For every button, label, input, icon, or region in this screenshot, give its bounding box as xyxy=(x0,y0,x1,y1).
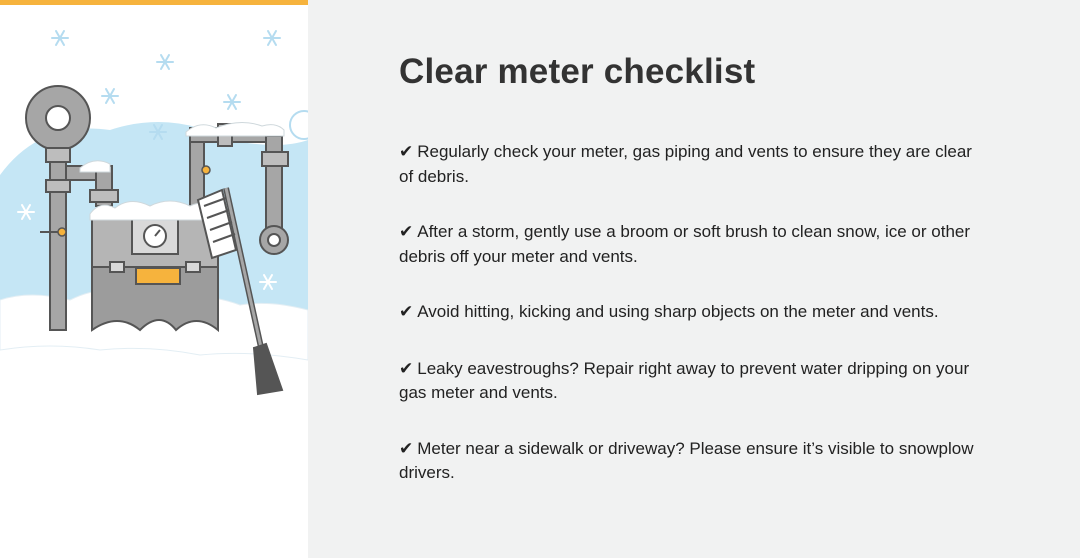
valve-handle-icon xyxy=(202,166,210,174)
illustration-panel xyxy=(0,0,308,558)
gas-meter-snow-illustration xyxy=(0,0,308,558)
checkmark-icon: ✔ xyxy=(399,302,414,322)
checklist-item xyxy=(399,140,989,188)
checkmark-icon: ✔ xyxy=(399,142,414,162)
checklist-item-text: Regularly check your meter, gas piping and vents to ensure they are clear of debris. xyxy=(399,142,972,186)
gas-meter-icon xyxy=(92,215,218,330)
checkmark-icon: ✔ xyxy=(399,222,414,242)
valve-handle-icon xyxy=(58,228,66,236)
checklist-item xyxy=(399,437,989,485)
checklist xyxy=(399,140,989,517)
checklist-item-text: Leaky eavestroughs? Repair right away to prevent water dripping on your gas meter and vents. xyxy=(399,358,970,402)
checklist-item xyxy=(399,357,989,405)
checklist-item xyxy=(399,300,989,325)
checklist-item-text: Avoid hitting, kicking and using sharp objects on the meter and vents. xyxy=(417,302,939,321)
checklist-item-text: After a storm, gently use a broom or soft brush to clean snow, ice or other debris off your meter and vents. xyxy=(399,222,971,266)
checklist-item xyxy=(399,220,989,268)
checklist-panel xyxy=(308,0,1080,558)
checklist-item-text: Meter near a sidewalk or driveway? Please ensure it’s visible to snowplow drivers. xyxy=(399,438,974,482)
checkmark-icon: ✔ xyxy=(399,358,414,379)
snowball-icon xyxy=(290,111,308,139)
checkmark-icon: ✔ xyxy=(399,438,414,459)
page-title: Clear meter checklist xyxy=(399,52,756,91)
